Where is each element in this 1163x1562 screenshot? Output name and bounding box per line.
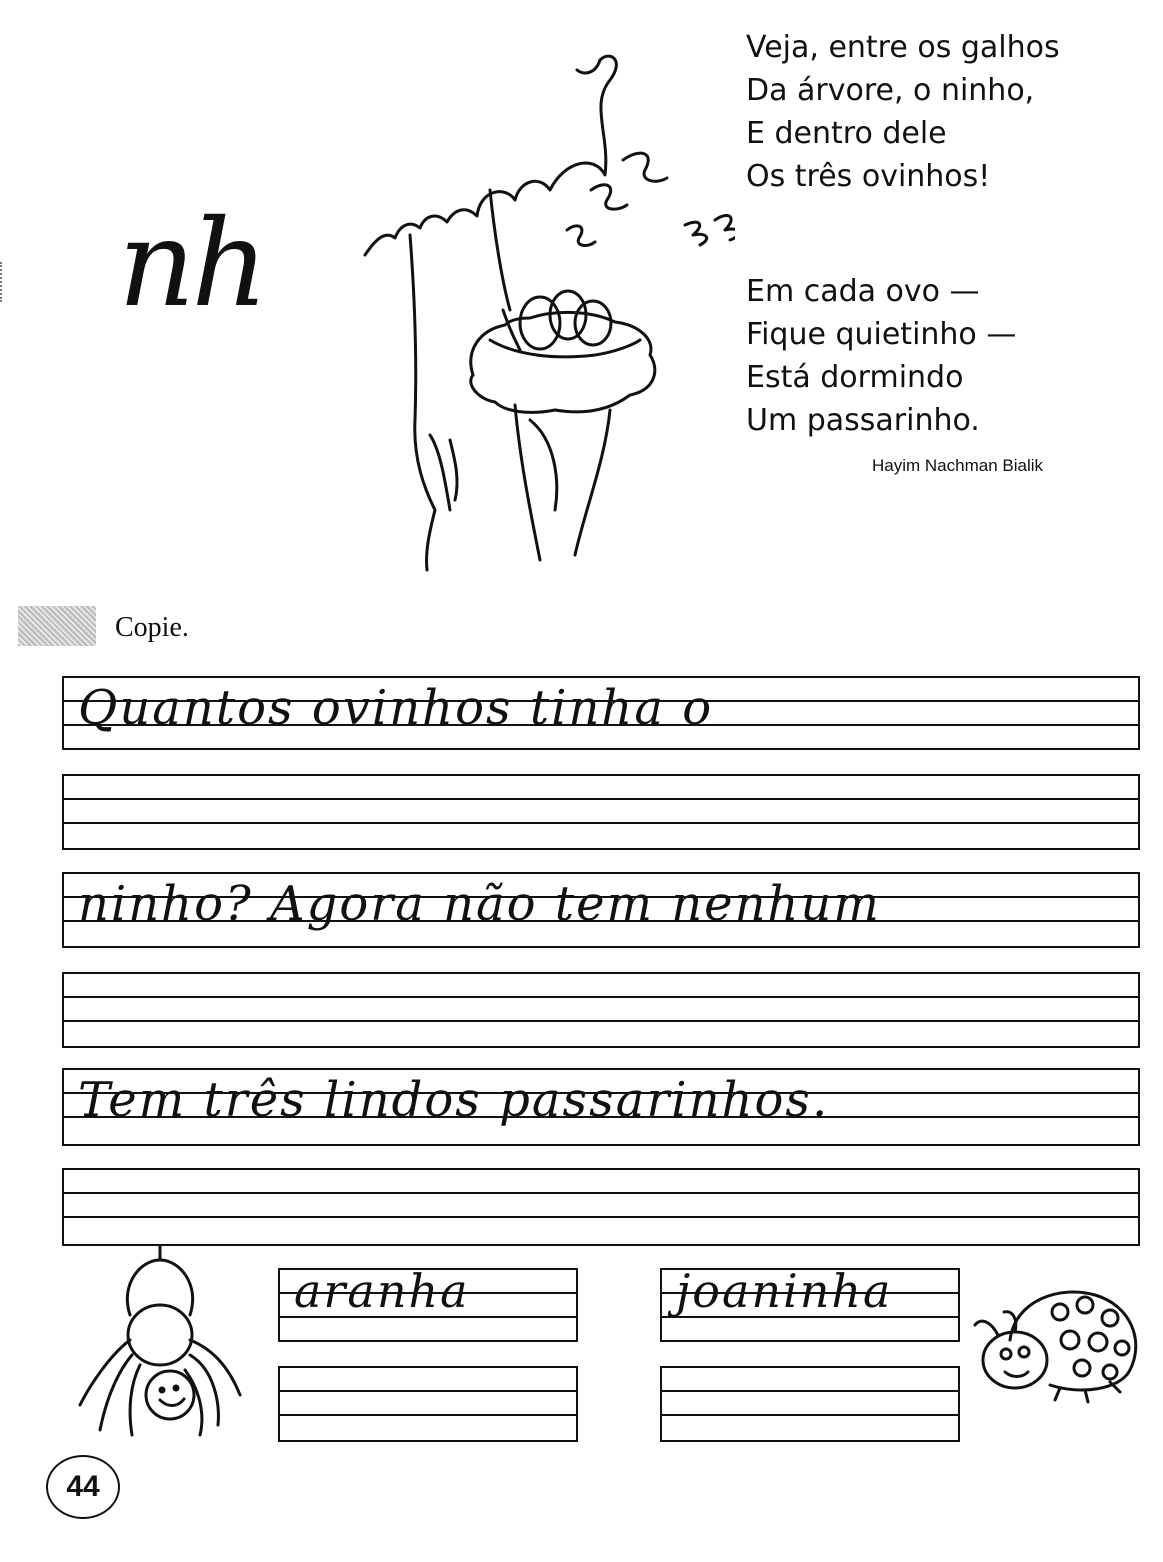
poem-line: E dentro dele xyxy=(746,116,947,151)
word-practice-block[interactable] xyxy=(278,1366,578,1442)
word-model-block xyxy=(278,1264,578,1342)
instruction-marker xyxy=(18,606,96,646)
poem-line: Os três ovinhos! xyxy=(746,159,991,194)
word-text: joaninha xyxy=(676,1264,893,1318)
spider-icon xyxy=(70,1245,250,1445)
poem-line: Está dormindo xyxy=(746,360,964,395)
model-line-block xyxy=(62,872,1140,948)
letter-heading: nh xyxy=(118,195,265,334)
word-practice-block[interactable] xyxy=(660,1366,960,1442)
poem-line: Da árvore, o ninho, xyxy=(746,73,1035,108)
poem-line: Veja, entre os galhos xyxy=(746,30,1060,65)
model-line-block xyxy=(62,676,1140,750)
model-line-block xyxy=(62,1068,1140,1146)
instruction-label: Copie. xyxy=(115,612,189,643)
model-text: Tem três lindos passarinhos. xyxy=(78,1072,830,1128)
page-number: 44 xyxy=(46,1455,120,1519)
poem-stanza-1 xyxy=(746,26,1060,198)
word-model-block xyxy=(660,1264,960,1342)
practice-line-block[interactable] xyxy=(62,1168,1140,1246)
poem-line: Fique quietinho — xyxy=(746,317,1017,352)
word-text: aranha xyxy=(294,1264,470,1318)
practice-line-block[interactable] xyxy=(62,972,1140,1048)
ladybug-icon xyxy=(970,1280,1150,1410)
poem-line: Um passarinho. xyxy=(746,403,980,438)
practice-line-block[interactable] xyxy=(62,774,1140,850)
tree-with-nest-illustration xyxy=(355,40,735,580)
poem-author: Hayim Nachman Bialik xyxy=(872,456,1043,475)
poem-stanza-2 xyxy=(746,270,1016,442)
poem-line: Em cada ovo — xyxy=(746,274,980,309)
model-text: Quantos ovinhos tinha o xyxy=(78,680,714,736)
model-text: ninho? Agora não tem nenhum xyxy=(78,876,881,932)
margin-mark xyxy=(0,262,6,302)
